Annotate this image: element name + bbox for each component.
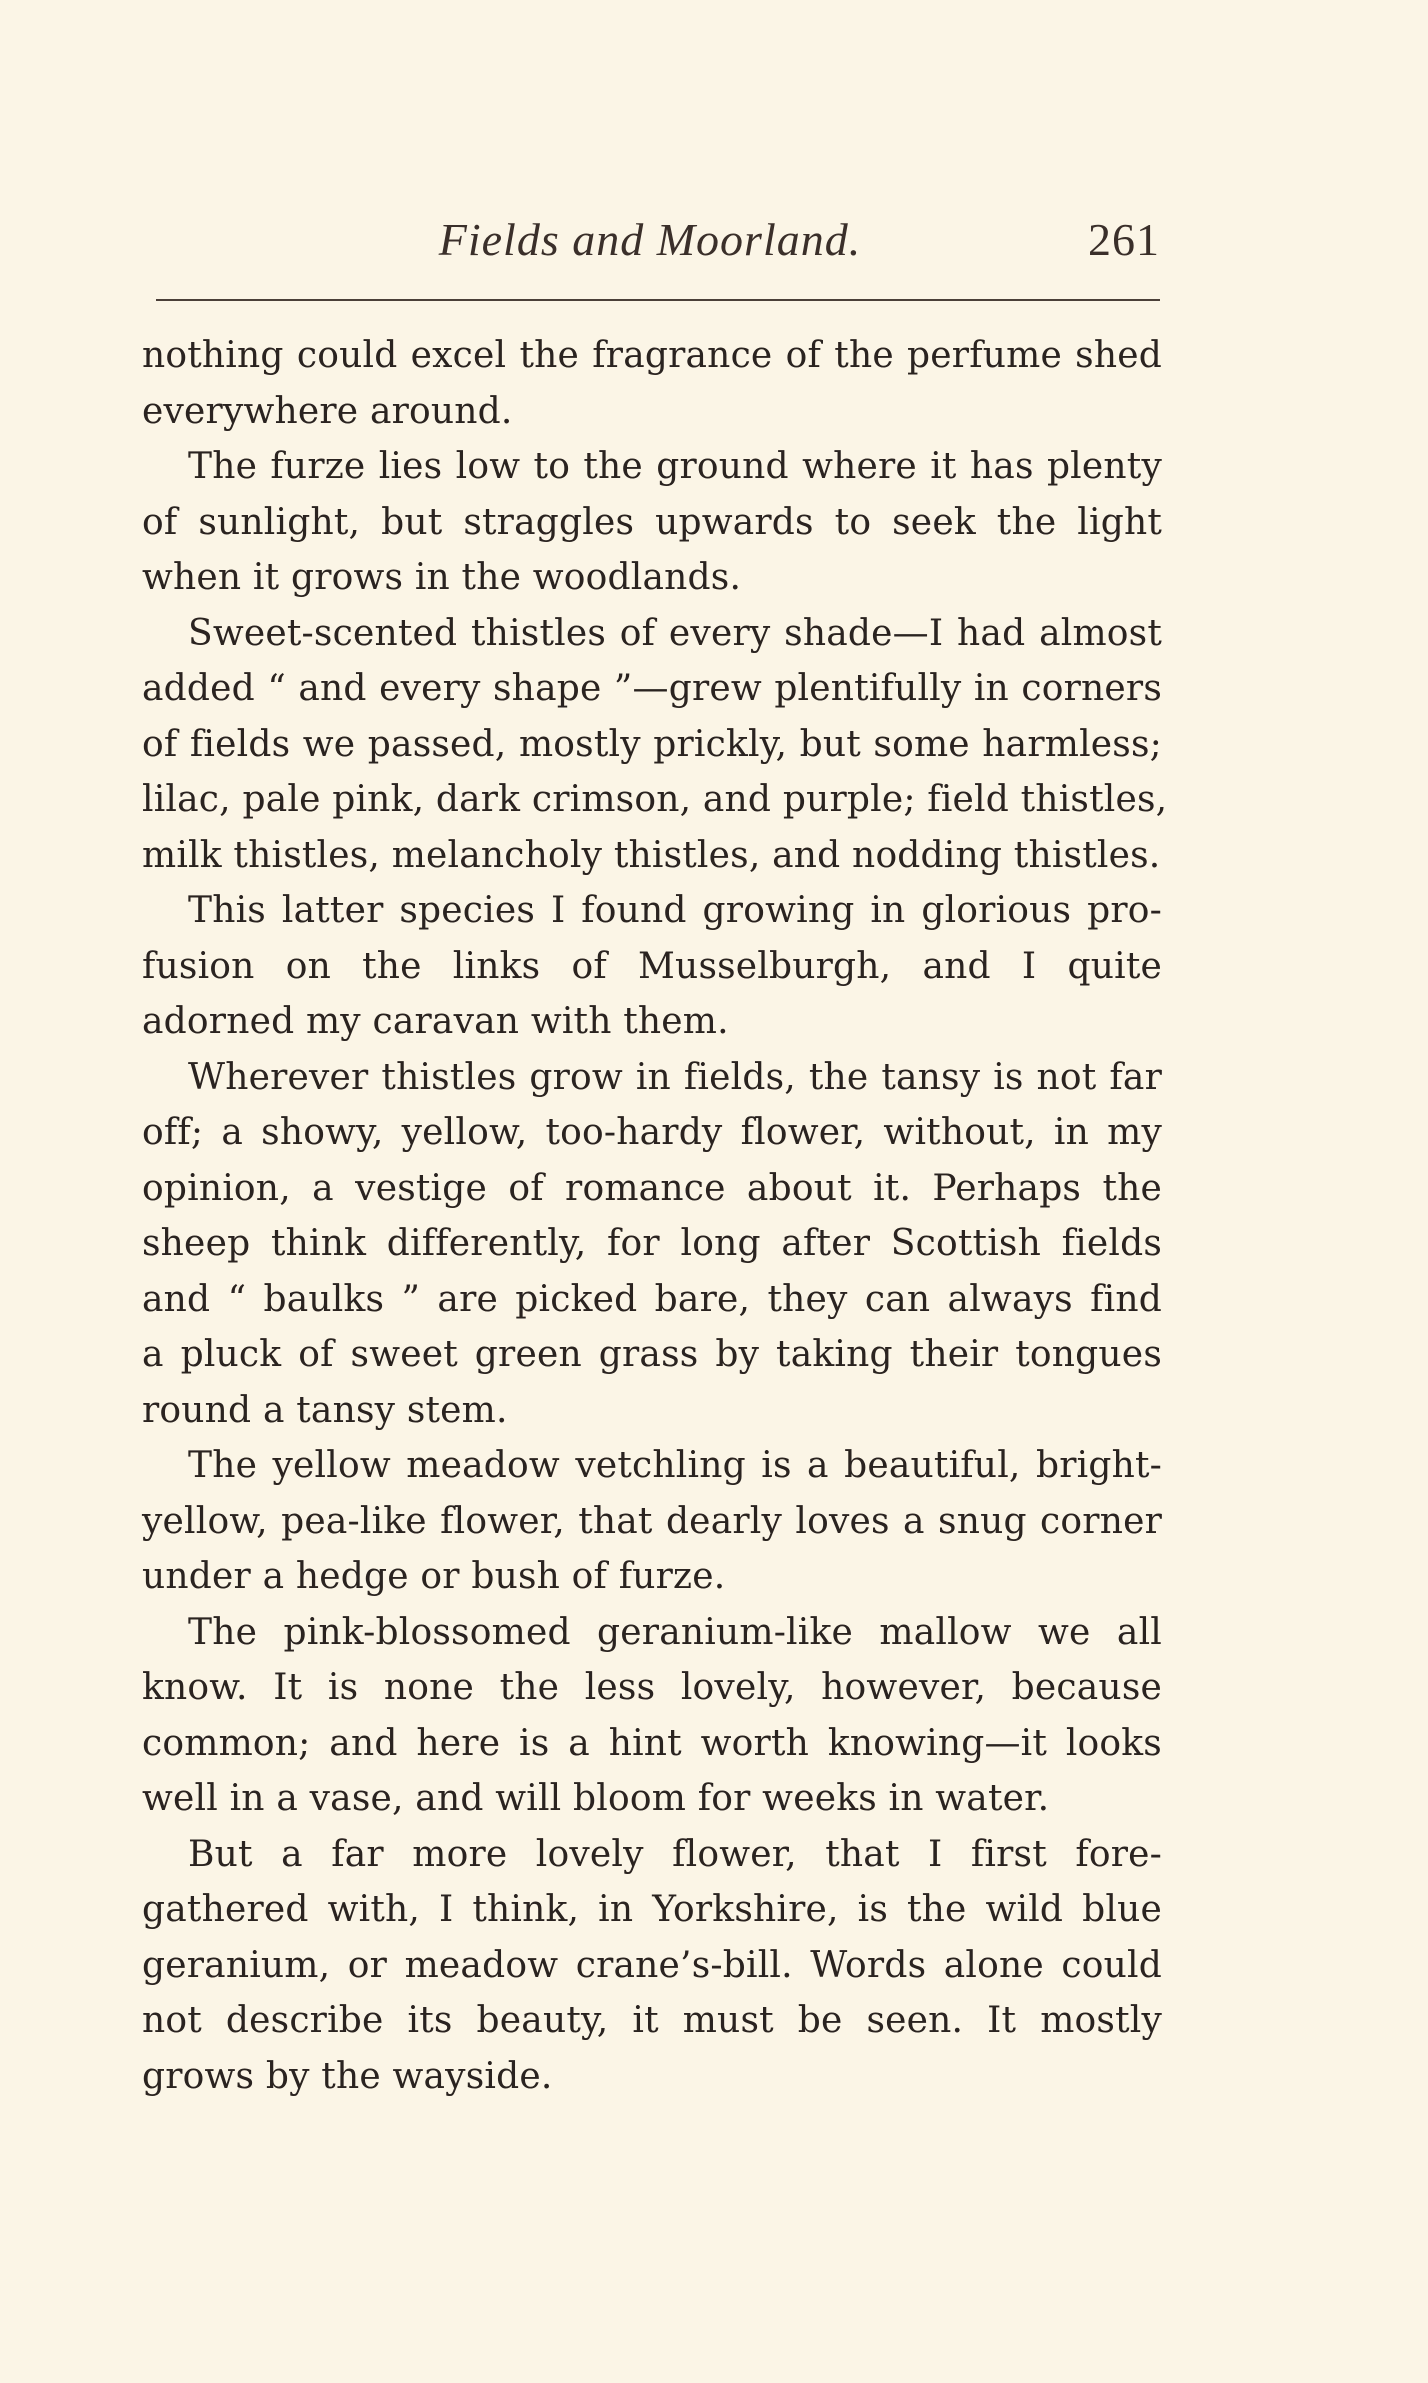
text-line: This latter species I found growing in glorious pro-	[188, 890, 1162, 931]
text-line: well in a vase, and will bloom for weeks in water.	[142, 1778, 1050, 1819]
text-line: everywhere around.	[142, 390, 513, 432]
text-line: under a hedge or bush of furze.	[142, 1556, 726, 1597]
text-line: Sweet-scented thistles of every shade—I had almost	[188, 612, 1162, 654]
text-line: opinion, a vestige of romance about it. Perhaps the	[142, 1167, 1162, 1209]
text-line: a pluck of sweet green grass by taking their tongues	[142, 1334, 1162, 1375]
header-rule	[156, 299, 1160, 301]
text-line: of fields we passed, mostly prickly, but some harmless;	[142, 723, 1162, 765]
text-line: of sunlight, but straggles upwards to seek the light	[142, 501, 1162, 543]
text-line: fusion on the links of Musselburgh, and I quite	[142, 945, 1162, 987]
text-line: The yellow meadow vetchling is a beautiful, bright-	[188, 1445, 1162, 1486]
text-line: not describe its beauty, it must be seen. It mostly	[142, 2000, 1162, 2041]
body-text	[142, 328, 1168, 2104]
text-line: common; and here is a hint worth knowing—it looks	[142, 1722, 1162, 1764]
text-line: off; a showy, yellow, too-hardy flower, without, in my	[142, 1112, 1162, 1153]
text-line: But a far more lovely flower, that I first fore-	[188, 1833, 1162, 1875]
text-line: gathered with, I think, in Yorkshire, is the wild blue	[142, 1889, 1162, 1930]
text-line: sheep think differently, for long after Scottish fields	[142, 1223, 1162, 1264]
text-line: The pink-blossomed geranium-like mallow we all	[188, 1611, 1162, 1653]
text-line: added “ and every shape ”—grew plentifully in corners	[142, 668, 1162, 709]
text-line: when it grows in the woodlands.	[142, 557, 742, 598]
running-title: Fields and Moorland.	[438, 214, 862, 265]
text-line: round a tansy stem.	[142, 1389, 508, 1431]
text-line: milk thistles, melancholy thistles, and nodding thistles.	[142, 834, 1161, 876]
text-line: and “ baulks ” are picked bare, they can always find	[142, 1278, 1162, 1320]
text-line: Wherever thistles grow in fields, the tansy is not far	[188, 1056, 1162, 1098]
text-line: adorned my caravan with them.	[142, 1001, 729, 1042]
text-line: grows by the wayside.	[142, 2055, 553, 2097]
text-line: yellow, pea-like flower, that dearly loves a snug corner	[142, 1500, 1162, 1542]
text-line: nothing could excel the fragrance of the perfume shed	[142, 335, 1162, 376]
text-line: The furze lies low to the ground where it has plenty	[188, 446, 1162, 487]
text-line: know. It is none the less lovely, however, because	[142, 1667, 1162, 1708]
text-line: lilac, pale pink, dark crimson, and purple; field thistles,	[142, 779, 1168, 820]
running-head	[140, 213, 1160, 273]
text-line: geranium, or meadow crane’s-bill. Words alone could	[142, 1944, 1162, 1986]
page-number: 261	[1088, 214, 1160, 265]
